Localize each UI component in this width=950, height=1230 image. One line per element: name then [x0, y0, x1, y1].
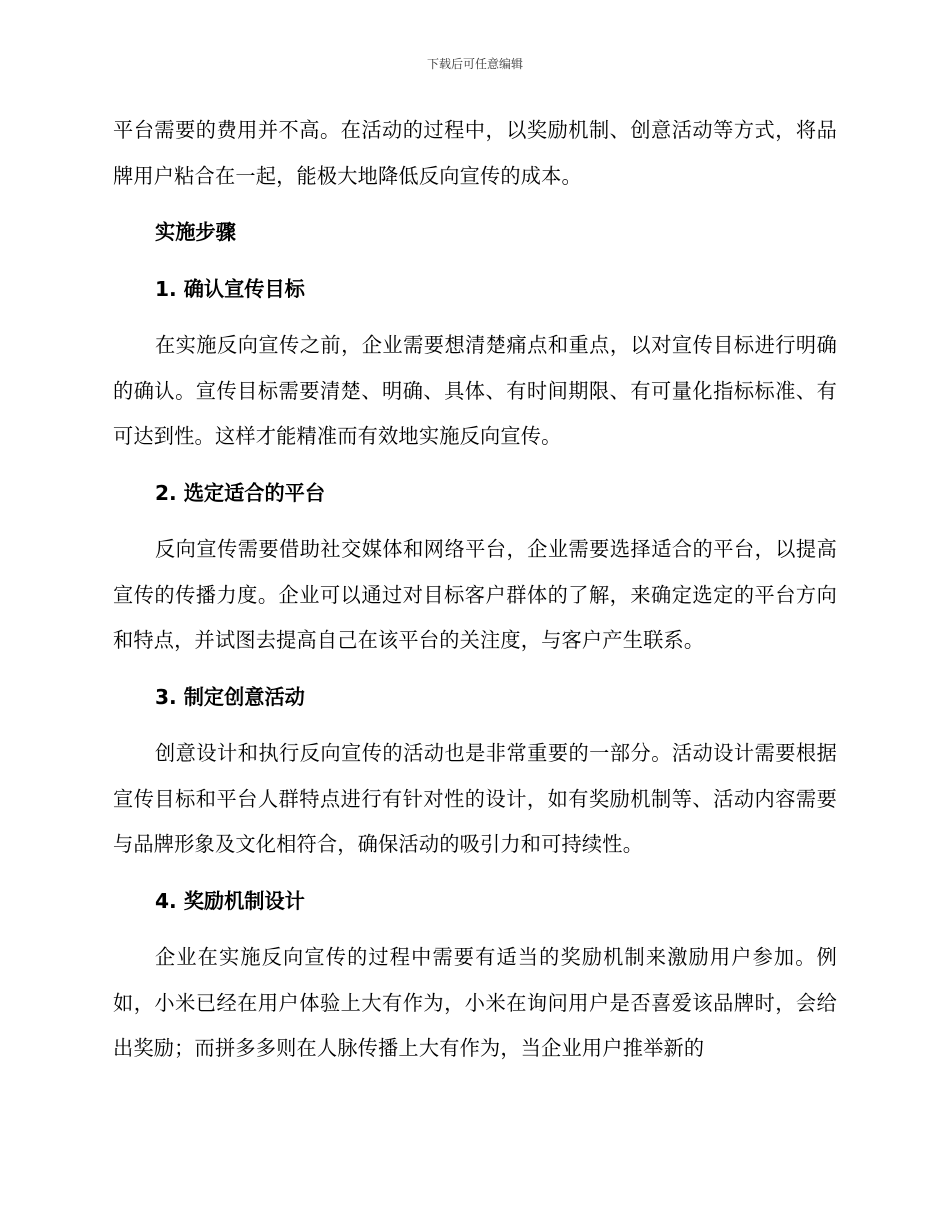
- intro-paragraph: 平台需要的费用并不高。在活动的过程中，以奖励机制、创意活动等方式，将品牌用户粘合在一起，能极大地降低反向宣传的成本。: [113, 118, 837, 188]
- step-text-3: 创意设计和执行反向宣传的活动也是非常重要的一部分。活动设计需要根据宣传目标和平台人群特点进行有针对性的设计，如有奖励机制等、活动内容需要与品牌形象及文化相符合，确保活动的吸引力和可持续性。: [113, 741, 837, 856]
- section-title: 实施步骤: [155, 220, 236, 244]
- step-heading-4: 4. 奖励机制设计: [155, 888, 305, 913]
- step-text-1: 在实施反向宣传之前，企业需要想清楚痛点和重点，以对宣传目标进行明确的确认。宣传目标需要清楚、明确、具体、有时间期限、有可量化指标标准、有可达到性。这样才能精准而有效地实施反向宣传。: [113, 333, 837, 448]
- header-note: 下载后可任意编辑: [426, 57, 523, 71]
- step-heading-2: 2. 选定适合的平台: [155, 480, 326, 505]
- step-text-4: 企业在实施反向宣传的过程中需要有适当的奖励机制来激励用户参加。例如，小米已经在用户体验上大有作为，小米在询问用户是否喜爱该品牌时，会给出奖励；而拼多多则在人脉传播上大有作为，当企业用户推举新的: [113, 945, 837, 1060]
- step-heading-3: 3. 制定创意活动: [155, 684, 305, 709]
- document-body: [113, 108, 837, 1072]
- step-text-2: 反向宣传需要借助社交媒体和网络平台，企业需要选择适合的平台，以提高宣传的传播力度。企业可以通过对目标客户群体的了解，来确定选定的平台方向和特点，并试图去提高自己在该平台的关注度，与客户产生联系。: [113, 537, 837, 652]
- step-heading-1: 1. 确认宣传目标: [155, 276, 305, 301]
